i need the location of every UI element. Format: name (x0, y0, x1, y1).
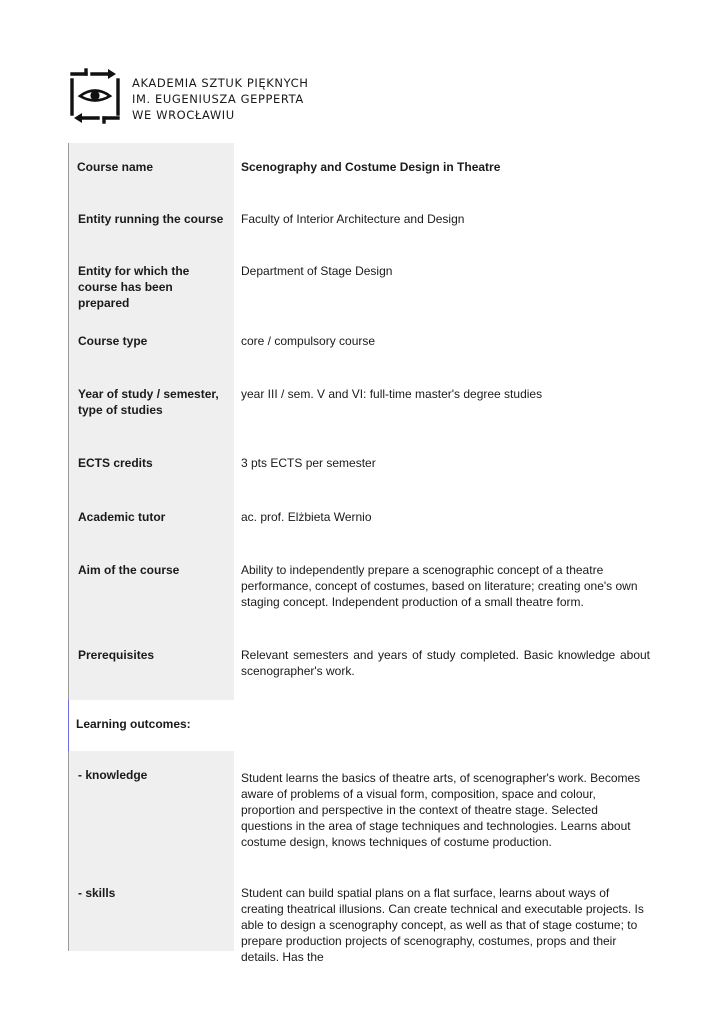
row-ects (68, 439, 650, 493)
row-label: Entity running the course (69, 195, 234, 247)
row-label: Year of study / semester, type of studies (69, 370, 234, 439)
row-value: Ability to independently prepare a scenographic concept of a theatre performance, concept of costumes, based on literature; creating one's own staging concept. Independent production of a small theatre form. (241, 563, 638, 609)
institution-line-2: IM. EUGENIUSZA GEPPERTA (132, 92, 304, 106)
row-label: Prerequisites (69, 631, 234, 700)
row-knowledge (68, 751, 650, 868)
institution-header (68, 68, 368, 128)
row-course-type (68, 317, 650, 370)
row-skills (68, 868, 650, 964)
row-year-of-study (68, 370, 650, 439)
row-label: ECTS credits (69, 439, 234, 493)
asp-eye-logo-icon (68, 68, 122, 124)
row-course-name (68, 143, 650, 195)
row-label: Entity for which the course has been prepared (69, 247, 234, 317)
institution-name (132, 75, 308, 123)
row-value: Student learns the basics of theatre arts, of scenographer's work. Becomes aware of problems of a visual form, composition, space and colour, proportion and perspective in the context of theatre stage. Selected questions in the area of stage techniques and technologies. Learns about costume design, knows techniques of costume production. (241, 771, 641, 849)
row-value: year III / sem. V and VI: full-time master's degree studies (241, 387, 543, 401)
row-academic-tutor (68, 493, 650, 546)
row-learning-outcomes-heading (68, 700, 650, 751)
row-value: 3 pts ECTS per semester (241, 456, 376, 470)
row-entity-running (68, 195, 650, 247)
row-value: Relevant semesters and years of study completed. Basic knowledge about scenographer's work. (241, 648, 650, 678)
institution-line-1: AKADEMIA SZTUK PIĘKNYCH (132, 76, 309, 90)
row-value: ac. prof. Elżbieta Wernio (241, 510, 372, 524)
learning-outcomes-heading: Learning outcomes: (76, 717, 191, 731)
row-value: Scenography and Costume Design in Theatre (241, 160, 501, 174)
row-label: - skills (69, 868, 234, 951)
row-label: Aim of the course (69, 546, 234, 631)
course-syllabus-table (68, 143, 650, 964)
row-value: core / compulsory course (241, 334, 376, 348)
row-value: Department of Stage Design (241, 264, 393, 278)
row-label: Course name (69, 143, 234, 195)
institution-line-3: WE WROCŁAWIU (132, 108, 235, 122)
row-label: Course type (69, 317, 234, 370)
row-value: Faculty of Interior Architecture and Design (241, 212, 465, 226)
row-prerequisites (68, 631, 650, 700)
row-label: Academic tutor (69, 493, 234, 546)
row-value: Student can build spatial plans on a flat surface, learns about ways of creating theatrical illusions. Can create technical and executable projects. Is able to design a scenography concept, as well as that of stage costume; to prepare production projects of scenography, costumes, props and their details. Has the (241, 886, 644, 964)
row-aim (68, 546, 650, 631)
row-label: - knowledge (69, 751, 234, 868)
row-entity-prepared-for (68, 247, 650, 317)
